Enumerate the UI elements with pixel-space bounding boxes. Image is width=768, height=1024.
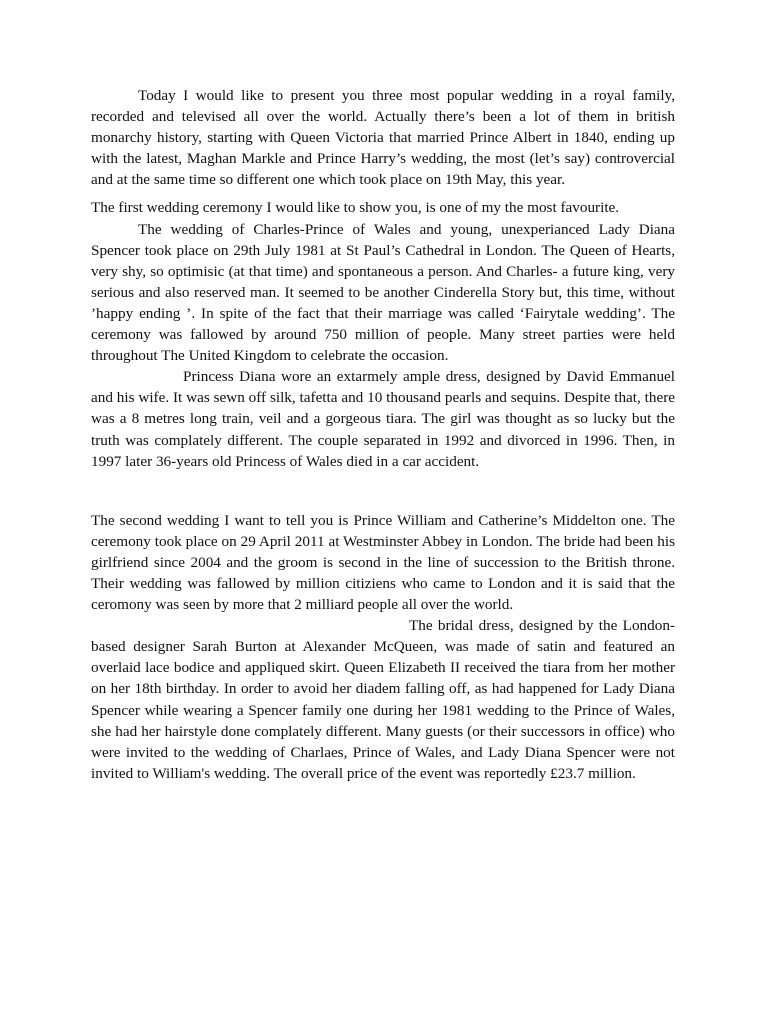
diana-dress-paragraph: Princess Diana wore an extarmely ample dress, designed by David Emmanuel and his wife. It was sewn off silk, tafetta and 10 thousand pearls and sequins. Despite that, there was a 8 metres long train, veil and a gorgeous tiara. The girl was thought as so lucky but the truth was complately different. The couple separated in 1992 and divorced in 1996. Then, in 1997 later 36-years old Princess of Wales died in a car accident. (91, 368, 675, 470)
william-catherine-wedding-paragraph: The second wedding I want to tell you is Prince William and Catherine’s Middelton one. The ceremony took place on 29 April 2011 at Westminster Abbey in London. The bride had been his girlfriend since 2004 and the groom is second in the line of succession to the British throne. Their wedding was fallowed by million citiziens who came to London and it is said that the ceromony was seen by more that 2 milliard people all over the world. (91, 511, 675, 614)
first-wedding-intro-paragraph: The first wedding ceremony I would like to show you, is one of my the most favourite. (91, 199, 620, 217)
charles-diana-wedding-paragraph: The wedding of Charles-Prince of Wales and young, unexperianced Lady Diana Spencer took place on 29th July 1981 at St Paul’s Cathedral in London. The Queen of Hearts, very shy, so optimisic (at that time) and spontaneous a person. And Charles- a future king, very serious and also reserved man. It seemed to be another Cinderella Story but, this time, without ’happy ending ’. In spite of the fact that their marriage was called ‘Fairytale wedding’. The ceremony was fallowed by around 750 million of people. Many street parties were held throughout The United Kingdom to celebrate the occasion. (91, 220, 675, 365)
document-page (91, 85, 675, 784)
catherine-dress-paragraph: The bridal dress, designed by the London-based designer Sarah Burton at Alexander McQueen, was made of satin and featured an overlaid lace bodice and appliqued skirt. Queen Elizabeth II received the tiara from her mother on her 18th birthday. In order to avoid her diadem falling off, as had happened for Lady Diana Spencer while wearing a Spencer family one during her 1981 wedding to the Prince of Wales, she had her hairstyle done complately different. Many guests (or their successors in office) who were invited to the wedding of Charlaes, Prince of Wales, and Lady Diana Spencer were not invited to William's wedding. The overall price of the event was reportedly £23.7 million. (91, 617, 675, 782)
intro-paragraph: Today I would like to present you three most popular wedding in a royal family, recorded and televised all over the world. Actually there’s been a lot of them in british monarchy history, starting with Queen Victoria that married Prince Albert in 1840, ending up with the latest, Maghan Markle and Prince Harry’s wedding, the most (let’s say) controvercial and at the same time so different one which took place on 19th May, this year. (91, 87, 675, 189)
